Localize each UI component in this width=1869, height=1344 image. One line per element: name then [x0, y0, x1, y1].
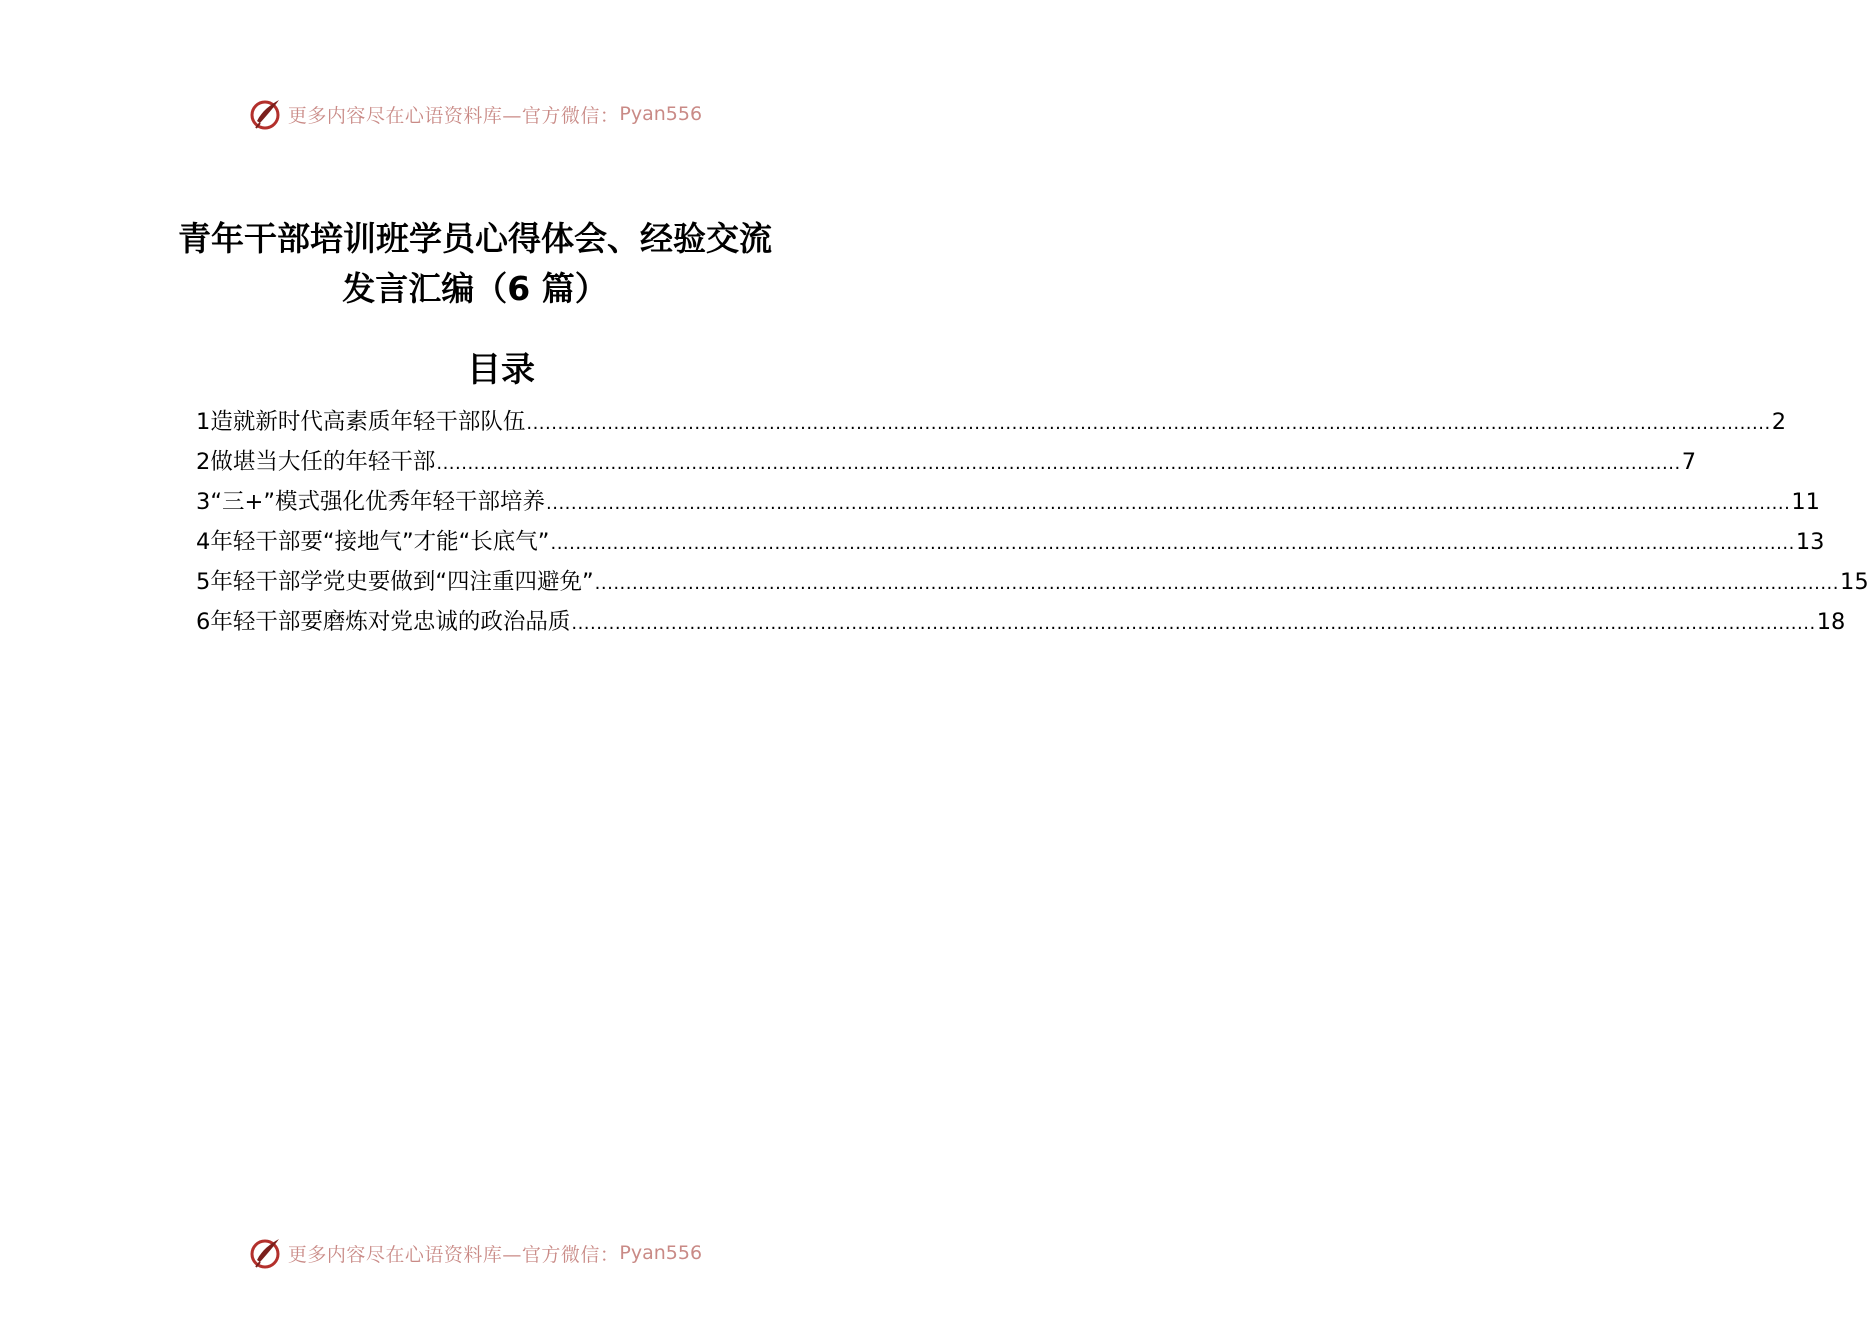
header-watermark	[0, 94, 950, 134]
toc-item[interactable]	[196, 442, 1697, 482]
toc-item-label: 年轻干部要磨炼对党忠诚的政治品质	[210, 609, 571, 635]
toc-dot-leader: ........................................................................................................................................................................................................	[436, 453, 1681, 474]
table-of-contents	[196, 402, 1869, 642]
toc-item-number: 4	[196, 529, 211, 555]
toc-item-page: 15	[1840, 569, 1869, 595]
toc-item-number: 1	[196, 409, 211, 435]
toc-item-label: 造就新时代高素质年轻干部队伍	[210, 409, 526, 435]
watermark-wechat-id: Pyan556	[619, 103, 703, 125]
quill-logo-icon	[248, 97, 282, 131]
toc-dot-leader: ........................................................................................................................................................................................................	[550, 533, 1795, 554]
toc-item-page: 7	[1681, 449, 1697, 475]
toc-item-label: 年轻干部要“接地气”才能“长底气”	[210, 529, 550, 555]
toc-item-page: 13	[1795, 529, 1825, 555]
title-line-1: 青年干部培训班学员心得体会、经验交流	[178, 219, 772, 258]
toc-item-page: 11	[1791, 489, 1820, 515]
toc-item[interactable]	[196, 402, 1787, 442]
toc-item[interactable]	[196, 602, 1846, 642]
watermark-wechat-id: Pyan556	[619, 1242, 703, 1264]
watermark-text: 更多内容尽在心语资料库—官方微信：	[287, 1243, 620, 1266]
toc-heading: 目录	[467, 350, 535, 390]
toc-item-number: 2	[196, 449, 211, 475]
title-line-2: 发言汇编（6 篇）	[342, 269, 608, 308]
toc-item[interactable]	[196, 482, 1820, 522]
toc-item-page: 18	[1816, 609, 1846, 635]
toc-item[interactable]	[196, 522, 1825, 562]
toc-item-number: 6	[196, 609, 211, 635]
quill-logo-icon	[248, 1236, 282, 1270]
toc-item-label: 年轻干部学党史要做到“四注重四避免”	[210, 569, 594, 595]
toc-item-label: 做堪当大任的年轻干部	[210, 449, 436, 475]
toc-dot-leader: ........................................................................................................................................................................................................	[546, 493, 1791, 514]
footer-watermark	[0, 1233, 950, 1273]
document-title	[0, 214, 950, 314]
toc-dot-leader: ........................................................................................................................................................................................................	[594, 573, 1839, 594]
toc-item-label: “三+”模式强化优秀年轻干部培养	[210, 489, 545, 515]
toc-dot-leader: ........................................................................................................................................................................................................	[571, 613, 1816, 634]
toc-item-number: 5	[196, 569, 211, 595]
watermark-text: 更多内容尽在心语资料库—官方微信：	[287, 104, 620, 127]
toc-item-number: 3	[196, 489, 211, 515]
toc-item[interactable]	[196, 562, 1869, 602]
toc-item-page: 2	[1771, 409, 1787, 435]
toc-dot-leader: ........................................................................................................................................................................................................	[526, 413, 1771, 434]
